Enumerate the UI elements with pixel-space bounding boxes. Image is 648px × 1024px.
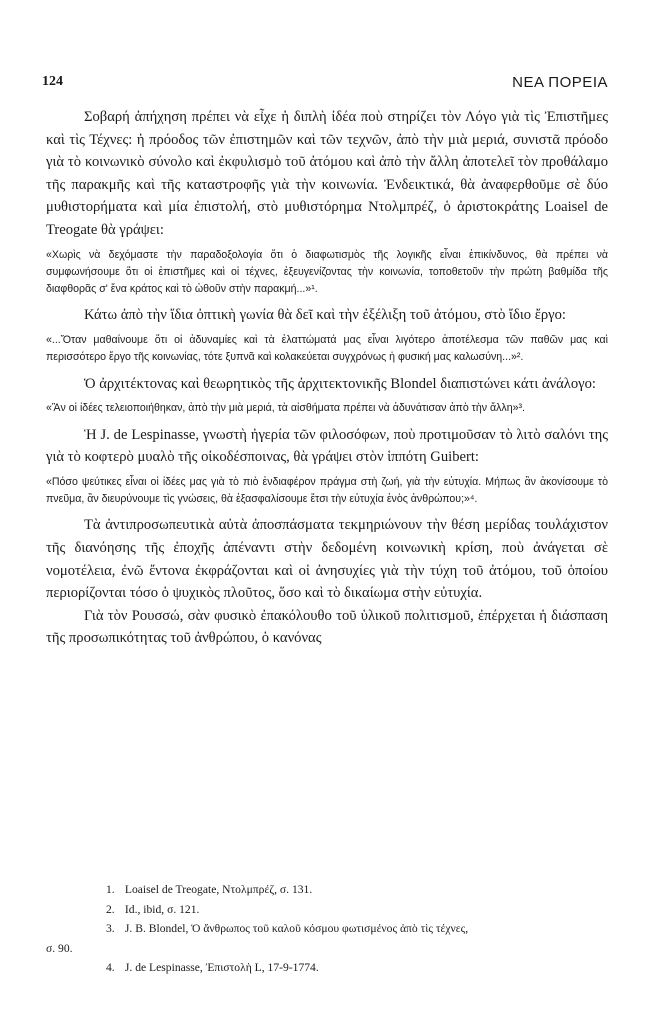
page-number: 124 (42, 74, 63, 89)
body-paragraph: Σοβαρή ἀπήχηση πρέπει νὰ εἶχε ἡ διπλὴ ἰδέα ποὺ στηρίζει τὸν Λόγο γιὰ τὶς Ἐπιστῆμες καὶ τὶς Τέχνες: ἡ πρόοδος τῶν ἐπιστημῶν καὶ τῶν τεχνῶν, ἀπὸ τὴν μιὰ μεριά, συνιστᾶ πρόοδο γιὰ τὸ κοινωνικὸ σύνολο καὶ ἐκφυλισμὸ τοῦ ἀτόμου καὶ ἀπὸ τὴν ἄλλη ἀποτελεῖ τὸν προθάλαμο τῆς παρακμῆς καὶ τῆς καταστροφῆς γιὰ τὴν κοινωνία. Ἐνδεικτικά, θὰ ἀναφερθοῦμε σὲ δύο μυθιστορήματα καὶ μία ἐπιστολή, στὸ μυθιστόρημα Ντολμπρέζ, ὁ ἀριστοκράτης Loaisel de Treogate θὰ γράψει: (46, 109, 608, 238)
block-quote: «Ἂν οἱ ἰδέες τελειοποιήθηκαν, ἀπὸ τὴν μιὰ μεριά, τὰ αἰσθήματα πρέπει νὰ ἀδυνάτισαν ἀπὸ τὴν ἄλλη»³. (46, 402, 525, 415)
page-body (46, 106, 608, 650)
body-paragraph: Κάτω ἀπὸ τὴν ἴδια ὀπτικὴ γωνία θὰ δεῖ καὶ τὴν ἐξέλιξη τοῦ ἀτόμου, στὸ ἴδιο ἔργο: (84, 307, 566, 324)
footnote-number: 1. (106, 883, 115, 896)
footnote (46, 880, 608, 900)
block-quote: «...Ὅταν μαθαίνουμε ὅτι οἱ ἀδυναμίες καὶ τὰ ἐλαττώματά μας εἶναι λιγότερο ἀποτέλεσμα τῶν παθῶν μας καὶ περισσότερο ἔργο τῆς κοινωνίας, τότε ξυπνᾶ καὶ κολακεύεται συγχρόνως ἡ φυσική μας καλωσύνη...»². (46, 334, 608, 364)
footnote-text: Id., ibid, σ. 121. (124, 902, 200, 916)
footnote-text: Loaisel de Treogate, Ντολμπρέζ, σ. 131. (124, 883, 313, 896)
footnote (46, 958, 608, 978)
footnote-number: 2. (106, 902, 115, 916)
footnote-text: J. B. Blondel, Ὁ ἄνθρωπος τοῦ καλοῦ κόσμου φωτισμένος ἀπὸ τὶς τέχνες, (124, 922, 469, 936)
body-paragraph: Τὰ ἀντιπροσωπευτικὰ αὐτὰ ἀποσπάσματα τεκμηριώνουν τὴν θέση μερίδας τουλάχιστον τῆς διανόησης τῆς ἐποχῆς ἀπέναντι στὴν δεδομένη κοινωνικὴ κρίση, ποὺ ἀνάγεται σὲ νομοτέλεια, ἐνῶ ἔντονα ἐκφράζονται καὶ οἱ ἀνησυχίες γιὰ τὴν τύχη τοῦ ἀτόμου, τοῦ ὁποίου περιορίζονται τόσο ὁ ψυχικὸς πλοῦτος, ὅσο καὶ τὸ δικαίωμα στὴν εὐτυχία. (46, 517, 608, 602)
body-paragraph: Γιὰ τὸν Ρουσσώ, σὰν φυσικὸ ἐπακόλουθο τοῦ ὑλικοῦ πολιτισμοῦ, ἐπέρχεται ἡ διάσπαση τῆς προσωπικότητας τοῦ ἀνθρώπου, ὁ κανόνας (46, 607, 608, 647)
footnote (46, 900, 608, 920)
body-paragraph: Ὁ ἀρχιτέκτονας καὶ θεωρητικὸς τῆς ἀρχιτεκτονικῆς Blondel διαπιστώνει κάτι ἀνάλογο: (84, 375, 596, 392)
page-header (42, 74, 608, 96)
footnote-number: 3. (106, 922, 115, 936)
footnote-text: J. de Lespinasse, Ἐπιστολὴ L, 17-9-1774. (124, 961, 319, 975)
footnote (46, 919, 608, 939)
body-paragraph: Ἡ J. de Lespinasse, γνωστὴ ἠγερία τῶν φιλοσόφων, ποὺ προτιμοῦσαν τὸ λιτὸ σαλόνι της γιὰ τὸ κοφτερὸ μυαλὸ τῆς οἰκοδέσποινας, θὰ γράψει στὸν ἱππότη Guibert: (46, 426, 608, 466)
footnote-continuation: σ. 90. (46, 941, 73, 955)
block-quote: «Πόσο ψεύτικες εἶναι οἱ ἰδέες μας γιὰ τὸ πιὸ ἐνδιαφέρον πράγμα στὴ ζωή, γιὰ τὴν εὐτυχία. Μήπως ἂν ἀκονίσουμε τὸ πνεῦμα, ἂν διευρύνουμε τὶς γνώσεις, θὰ ἐξασφαλίσουμε ἔτσι τὴν εὐτυχία ἑνὸς ἀνθρώπου;»⁴. (46, 475, 608, 506)
footnote-number: 4. (106, 961, 115, 975)
running-title: ΝΕΑ ΠΟΡΕΙΑ (512, 74, 608, 91)
footnotes (46, 880, 608, 978)
block-quote: «Χωρὶς νὰ δεχόμαστε τὴν παραδοξολογία ὅτι ὁ διαφωτισμὸς τῆς λογικῆς εἶναι ἐπικίνδυνος, θὰ πρέπει νὰ συμφωνήσουμε ὅτι οἱ ἐπιστῆμες καὶ οἱ τέχνες, ἐξευγενίζοντας τὴν κοινωνία, τοποθετοῦν τὴν πρώτη βαθμίδα τῆς διαφθορᾶς σ' ἕνα κράτος καὶ τὸ ὠθοῦν στὴν παρακμή...»¹. (46, 248, 608, 296)
